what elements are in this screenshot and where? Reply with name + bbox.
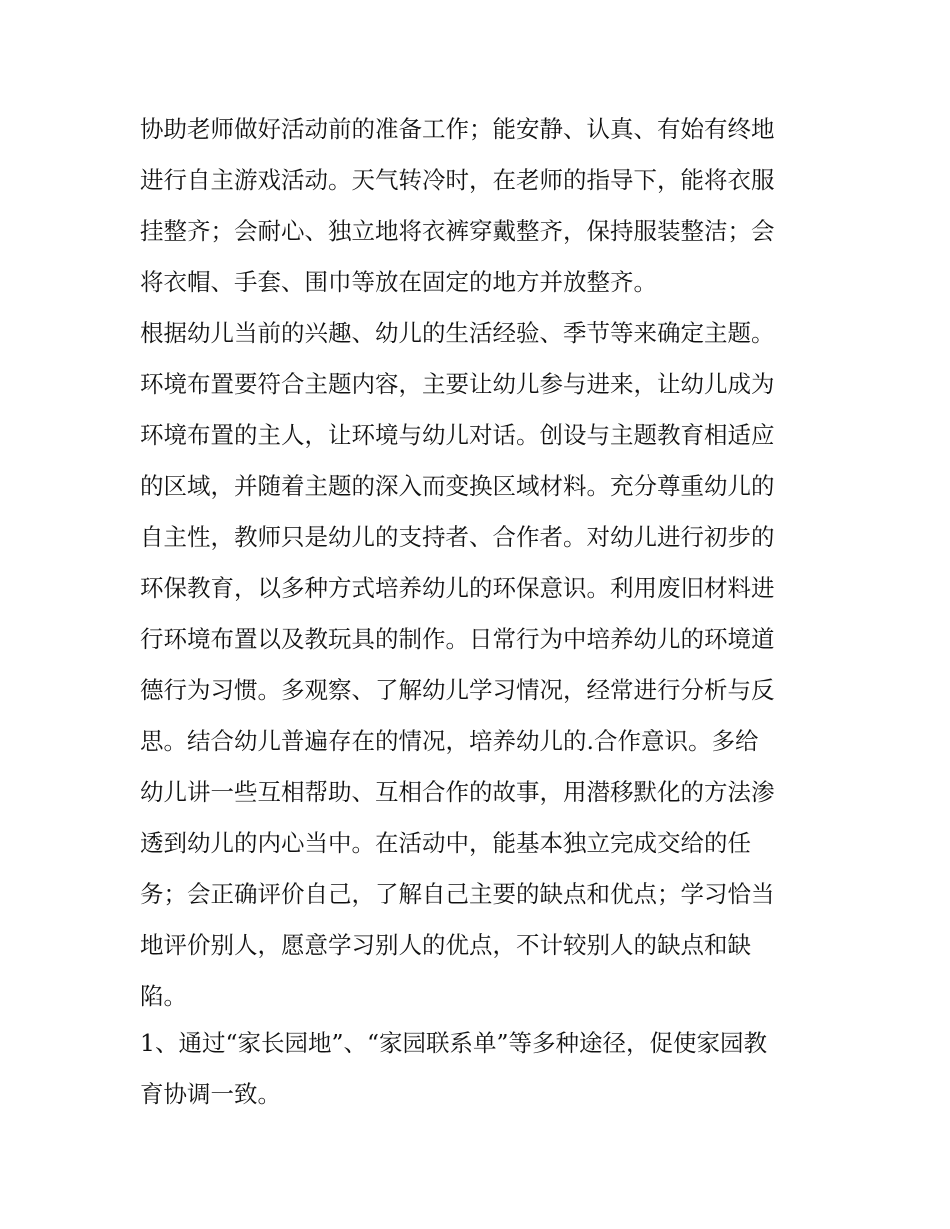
text-line: 进行自主游戏活动。天气转冷时，在老师的指导下，能将衣服: [140, 166, 775, 194]
text-line: 思。结合幼儿普遍存在的情况，培养幼儿的.合作意识。多给: [140, 727, 759, 755]
text-line: 陷。: [140, 982, 187, 1010]
text-line: 协助老师做好活动前的准备工作；能安静、认真、有始有终地: [140, 115, 775, 143]
text-line: 育协调一致。: [140, 1080, 281, 1108]
text-line: 行环境布置以及教玩具的制作。日常行为中培养幼儿的环境道: [140, 625, 775, 653]
text-line: 将衣帽、手套、围巾等放在固定的地方并放整齐。: [140, 268, 657, 296]
text-line: 幼儿讲一些互相帮助、互相合作的故事，用潜移默化的方法渗: [140, 778, 775, 806]
text-line: 德行为习惯。多观察、了解幼儿学习情况，经常进行分析与反: [140, 676, 775, 704]
paragraph-environment: [140, 308, 820, 1022]
text-line: 环境布置要符合主题内容，主要让幼儿参与进来，让幼儿成为: [140, 370, 775, 398]
text-line: 透到幼儿的内心当中。在活动中，能基本独立完成交给的任: [140, 829, 751, 857]
text-line: 的区域，并随着主题的深入而变换区域材料。充分尊重幼儿的: [140, 472, 775, 500]
text-line: 环境布置的主人，让环境与幼儿对话。创设与主题教育相适应: [140, 421, 775, 449]
text-line: 根据幼儿当前的兴趣、幼儿的生活经验、季节等来确定主题。: [140, 319, 775, 347]
text-line: 地评价别人，愿意学习别人的优点，不计较别人的缺点和缺: [140, 931, 751, 959]
text-line: 自主性，教师只是幼儿的支持者、合作者。对幼儿进行初步的: [140, 523, 775, 551]
paragraph-home-school: [140, 1018, 820, 1120]
text-line: 挂整齐；会耐心、独立地将衣裤穿戴整齐，保持服装整洁；会: [140, 217, 775, 245]
text-line: 1、通过“家长园地”、“家园联系单”等多种途径，促使家园教: [140, 1029, 768, 1057]
text-line: 务；会正确评价自己，了解自己主要的缺点和优点；学习恰当: [140, 880, 775, 908]
paragraph-self-care: [140, 104, 820, 308]
text-line: 环保教育，以多种方式培养幼儿的环保意识。利用废旧材料进: [140, 574, 775, 602]
